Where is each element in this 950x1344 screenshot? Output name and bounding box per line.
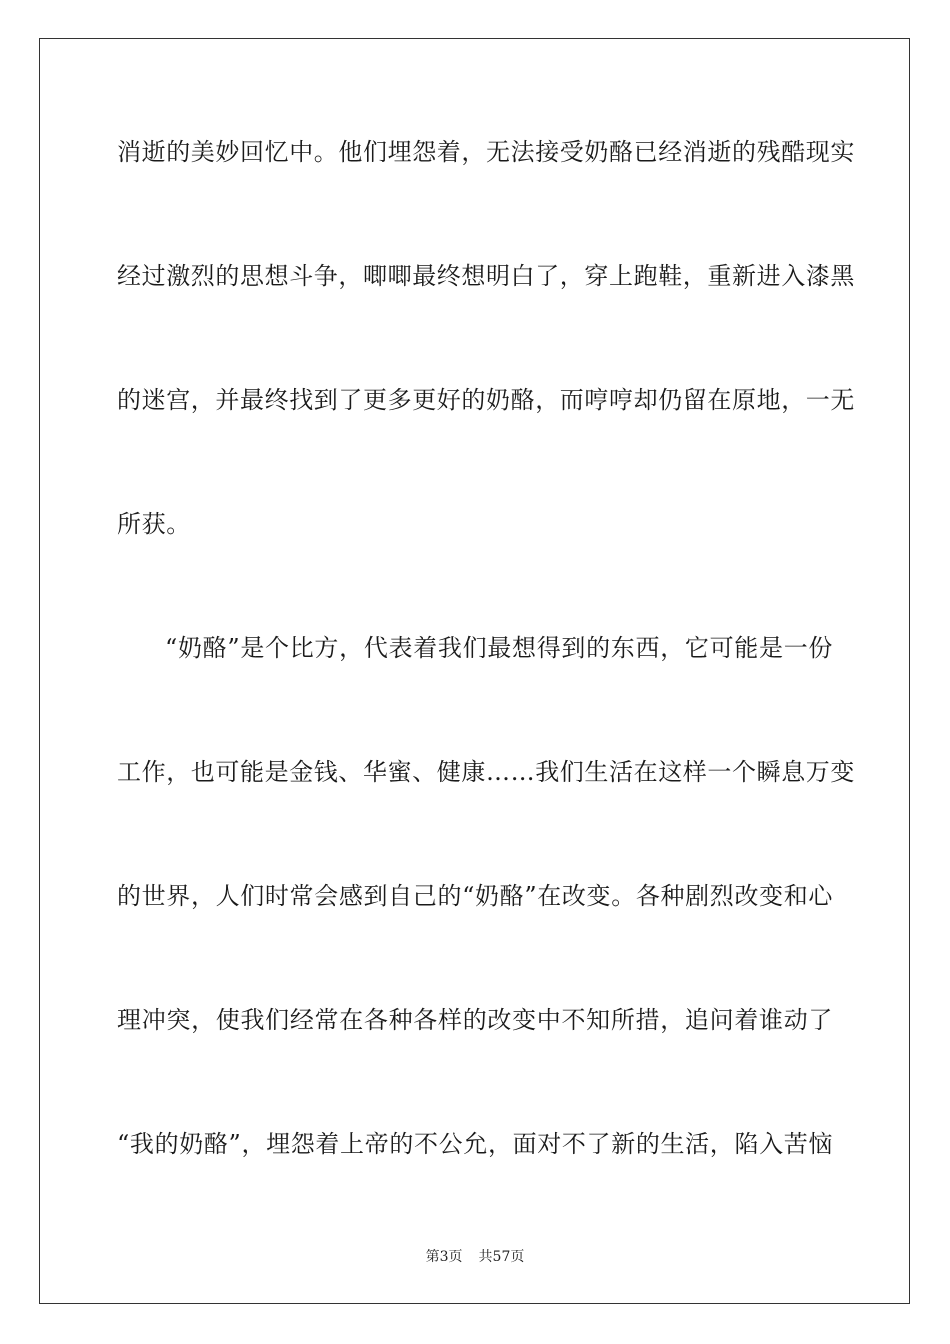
page-footer [0, 1248, 950, 1266]
body-line-4: 所获。 [117, 510, 191, 538]
page-frame [39, 38, 910, 1304]
body-line-7: 的世界，人们时常会感到自己的“奶酪”在改变。各种剧烈改变和心 [117, 882, 833, 910]
body-line-2: 经过激烈的思想斗争，唧唧最终想明白了，穿上跑鞋，重新进入漆黑 [117, 262, 855, 290]
page-number: 第3页 [425, 1249, 463, 1265]
body-line-1: 消逝的美妙回忆中。他们埋怨着，无法接受奶酪已经消逝的残酷现实 [117, 138, 855, 166]
body-line-3: 的迷宫，并最终找到了更多更好的奶酪，而哼哼却仍留在原地，一无 [117, 386, 855, 414]
page-total: 共57页 [478, 1249, 525, 1265]
body-line-8: 理冲突，使我们经常在各种各样的改变中不知所措，追问着谁动了 [117, 1006, 833, 1034]
body-line-6: 工作，也可能是金钱、华蜜、健康……我们生活在这样一个瞬息万变 [117, 758, 855, 786]
body-line-9: “我的奶酪”，埋怨着上帝的不公允，面对不了新的生活，陷入苦恼 [117, 1130, 833, 1158]
body-line-5: “奶酪”是个比方，代表着我们最想得到的东西，它可能是一份 [165, 634, 833, 662]
